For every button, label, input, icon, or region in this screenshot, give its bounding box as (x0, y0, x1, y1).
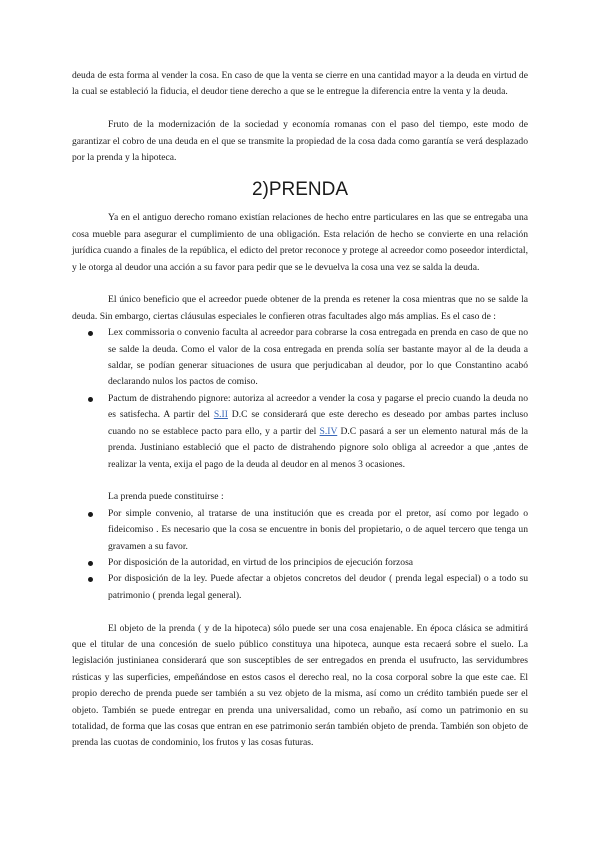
link-s-ii[interactable]: S.II (213, 409, 228, 421)
bullet-icon (88, 331, 93, 336)
list-item-text-part1: Pactum de distrahendo pignore: autoriza al acreedor a vender la cosa y pagarse el precio cuando la deuda no es satisfecha. A partir del (108, 392, 528, 421)
list-item-text: Por disposición de la autoridad, en virtud de los principios de ejecución forzosa (108, 556, 414, 568)
clauses-list (72, 325, 528, 473)
list-item-pactum-distrahendo (72, 391, 528, 473)
link-s-iv[interactable]: S.IV (319, 425, 338, 437)
bullet-icon (88, 561, 93, 566)
list-item-text-part2: D.C se considerará que este derecho es deseado por ambas partes incluso cuando no se establece pacto para ello, y a partir del (108, 409, 528, 437)
list-item-text: Por disposición de la ley. Puede afectar a objetos concretos del deudor ( prenda legal especial) o a todo su patrimonio ( prenda legal general). (108, 573, 528, 601)
list-item-text: Lex commissoria o convenio faculta al acreedor para cobrarse la cosa entregada en prenda en caso de que no se salde la deuda. Como el valor de la cosa entregada en prenda solía ser bastante mayor al de la deuda a saldar, se podían generar situaciones de usura que perjudicaban al deudor, por lo que Constantino acabó declarando nulos los pactos de comiso. (108, 327, 528, 388)
bullet-icon (88, 397, 93, 402)
section-heading-prenda: 2)PRENDA (251, 179, 349, 201)
paragraph-modernizacion: Fruto de la modernización de la sociedad y economía romanas con el paso del tiempo, este modo de garantizar el cobro de una deuda en el que se transmite la propiedad de la cosa dada como garantía se verá desplazado por la prenda y la hipoteca. (72, 119, 528, 164)
bullet-icon (88, 512, 93, 517)
list-item-text-part3: D.C pasará a ser un elemento natural más de la prenda. Justiniano estableció que el pacto de distrahendo pignore solo obliga al acreedor a que ,antes de realizar la venta, exija el pago de la deuda al deudor en al menos 3 ocasiones. (108, 425, 528, 470)
list-item-autoridad (72, 555, 528, 571)
document-body (72, 68, 528, 752)
list-item-text: Por simple convenio, al tratarse de una institución que es creada por el pretor, así como por legado o fideicomiso . Es necesario que la cosa se encuentre in bonis del propietario, o de aquel tercero que tenga un gravamen a su favor. (108, 507, 528, 552)
bullet-icon (88, 577, 93, 582)
constitution-list (72, 506, 528, 604)
paragraph-unico-beneficio: El único beneficio que el acreedor puede obtener de la prenda es retener la cosa mientras que no se salde la deuda. Sin embargo, ciertas cláusulas especiales le confieren otras facultades algo más amplias. Es el caso de : (72, 294, 528, 322)
list-item-ley (72, 571, 528, 604)
paragraph-fiducia-end: deuda de esta forma al vender la cosa. En caso de que la venta se cierre en una cantidad mayor a la deuda en virtud de la cual se estableció la fiducia, el deudor tiene derecho a que se le entregue la diferencia entre la venta y la deuda. (72, 70, 528, 98)
list-item-lex-commissoria (72, 325, 528, 391)
paragraph-objeto-prenda: El objeto de la prenda ( y de la hipoteca) sólo puede ser una cosa enajenable. En época clásica se admitirá que el titular de una concesión de suelo público constituya una hipoteca, aunque esta recaerá sobre el suelo. La legislación justinianea considerará que son susceptibles de ser entregados en prenda el usufructo, las servidumbres rústicas y las superficies, empeñándose en estos casos el derecho real, no la cosa corporal sobre la que este cae. El propio derecho de prenda puede ser también a su vez objeto de la misma, así como un crédito también puede ser el objeto. También se puede entregar en prenda una universalidad, como un rebaño, así como un patrimonio en su totalidad, de forma que las cosas que entran en ese patrimonio serán también objeto de prenda. También son objeto de prenda las cuotas de condominio, los frutos y las cosas futuras. (72, 622, 528, 749)
constitution-intro: La prenda puede constituirse : (108, 491, 224, 503)
list-item-simple-convenio (72, 506, 528, 555)
paragraph-antiguo-derecho: Ya en el antiguo derecho romano existían relaciones de hecho entre particulares en las que se entregaba una cosa mueble para asegurar el cumplimiento de una obligación. Esta relación de hecho se convierte en una relación jurídica cuando a finales de la república, el edicto del pretor reconoce y protege al acreedor como poseedor interdictal, y le otorga al deudor una acción a su favor para pedir que se le devuelva la cosa una vez se salda la deuda. (72, 212, 528, 273)
